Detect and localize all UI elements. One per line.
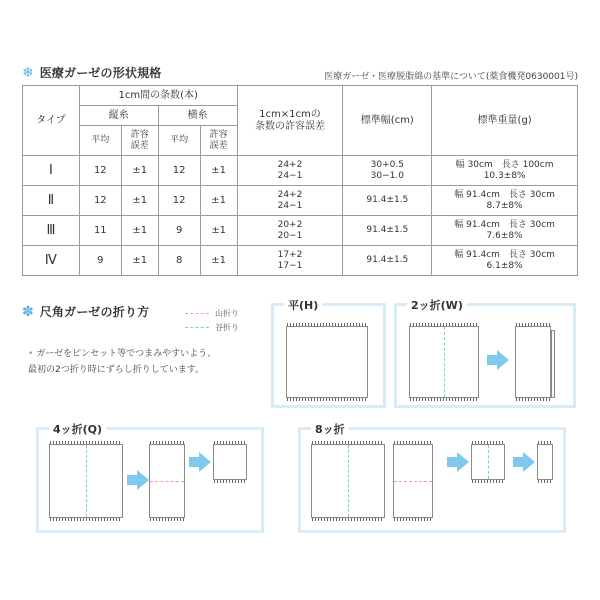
arrow-icon [447,452,469,472]
flower-icon: ✽ [22,303,34,320]
panel-flat-label: 平(H) [284,297,322,313]
valley-fold-line [348,445,349,517]
gauze-four-step2 [149,444,185,518]
cell-warp-tol: ±1 [121,156,158,186]
cell-weight [432,216,578,246]
cell-permissible-lower: 24−1 [277,200,303,211]
gauze-eight-step1 [311,444,385,518]
header-weft-tolerance [200,126,237,156]
cell-warp-tol: ±1 [121,186,158,216]
fold-note-text1: ガーゼをピンセット等でつまみやすいよう、 [36,349,217,359]
cell-permissible [237,246,343,276]
spec-section-heading [22,64,162,81]
cell-permissible-lower: 17−1 [277,260,303,271]
header-permissible [237,86,343,156]
header-permissible-line1: 1cm×1cmの [259,108,321,120]
cell-width: 91.4±1.5 [343,246,432,276]
cell-permissible-upper: 24+2 [277,189,303,200]
gauze-eight-step4 [537,444,553,480]
header-permissible-line2: 条数の許容誤差 [254,120,325,132]
cell-warp-avg: 11 [79,216,121,246]
spec-section-title: 医療ガーゼの形状規格 [39,66,162,80]
gauze-flat [286,326,368,398]
header-warp-tolerance [121,126,158,156]
header-tolerance-line1: 許容 [209,129,228,140]
cell-warp-avg: 12 [79,186,121,216]
cell-width: 91.4±1.5 [343,216,432,246]
panel-flat [271,299,386,408]
cell-permissible-upper: 24+2 [277,159,303,170]
arrow-icon [127,470,149,490]
cell-warp-avg: 12 [79,156,121,186]
arrow-icon [487,350,509,370]
cell-weft-avg: 8 [158,246,200,276]
regulation-note: 医療ガーゼ・医療脱脂綿の基準について(薬食機発0630001号) [324,72,578,82]
fold-note [28,347,216,379]
cell-weft-tol: ±1 [200,246,237,276]
mountain-fold-line [150,481,184,482]
arrow-icon [189,452,211,472]
cell-weft-avg: 12 [158,156,200,186]
cell-weight-size: 幅 91.4cm 長さ 30cm [454,219,555,230]
cell-weight-value: 10.3±8% [483,170,526,181]
cell-permissible-lower: 20−1 [277,230,303,241]
gauze-four-step3 [213,444,247,480]
header-weight: 標準重量(g) [432,86,578,156]
header-weft-avg: 平均 [158,126,200,156]
mountain-fold-line [394,481,432,482]
fold-note-line1 [28,347,216,363]
valley-fold-line [185,327,209,328]
gauze-four-step1 [49,444,123,518]
gauze-two-unfolded [409,326,479,398]
fold-section-heading [22,303,149,320]
cell-permissible [237,186,343,216]
cell-warp-tol: ±1 [121,216,158,246]
cell-permissible [237,156,343,186]
cell-width-upper: 30+0.5 [370,159,404,170]
cell-permissible-upper: 20+2 [277,219,303,230]
cell-weight-value: 7.6±8% [486,230,523,241]
cell-weight-size: 幅 91.4cm 長さ 30cm [454,189,555,200]
mountain-fold-line [185,313,209,314]
cell-weight [432,246,578,276]
table-row [23,246,578,276]
gauze-two-offset-layer [551,330,555,398]
header-warp: 縦糸 [79,106,158,126]
fold-legend [185,306,239,334]
panel-two-fold [394,299,576,408]
gauze-eight-step3 [471,444,505,480]
cell-weft-avg: 9 [158,216,200,246]
panel-eight-fold-label: 8ッ折 [311,421,349,437]
spec-table [22,85,578,276]
header-type: タイプ [23,86,80,156]
panel-two-fold-label: 2ッ折(W) [407,297,467,313]
cell-weft-tol: ±1 [200,186,237,216]
cell-type: Ⅰ [23,156,80,186]
gauze-eight-step2 [393,444,433,518]
cell-permissible-upper: 17+2 [277,249,303,260]
snowflake-icon: ❄ [22,64,34,81]
cell-weight [432,186,578,216]
legend-valley [185,320,239,334]
table-row [23,156,578,186]
cell-warp-tol: ±1 [121,246,158,276]
header-weft: 横糸 [158,106,237,126]
panel-four-fold [36,423,264,533]
valley-fold-line [86,445,87,517]
header-width: 標準幅(cm) [343,86,432,156]
cell-weight-value: 6.1±8% [486,260,523,271]
header-tolerance-line2: 誤差 [209,140,228,151]
cell-weft-tol: ±1 [200,216,237,246]
cell-weight-value: 8.7±8% [486,200,523,211]
cell-permissible-lower: 24−1 [277,170,303,181]
cell-weft-avg: 12 [158,186,200,216]
cell-warp-avg: 9 [79,246,121,276]
cell-width [343,156,432,186]
cell-weft-tol: ±1 [200,156,237,186]
cell-weight-size: 幅 30cm 長さ 100cm [455,159,554,170]
cell-type: Ⅳ [23,246,80,276]
cell-width: 91.4±1.5 [343,186,432,216]
header-tolerance-line1: 許容 [130,129,149,140]
valley-fold-line [488,445,489,479]
panel-eight-fold [298,423,566,533]
header-count-group: 1cm間の条数(本) [79,86,237,106]
panel-four-fold-label: 4ッ折(Q) [49,421,106,437]
fold-note-line2: 最初の2つ折り時にずらし折りしています。 [28,364,205,375]
cell-weight-size: 幅 91.4cm 長さ 30cm [454,249,555,260]
header-tolerance-line2: 誤差 [130,140,149,151]
gauze-two-folded [515,326,551,398]
cell-type: Ⅲ [23,216,80,246]
fold-section-title: 尺角ガーゼの折り方 [39,305,150,319]
header-warp-avg: 平均 [79,126,121,156]
legend-valley-label: 谷折り [215,322,239,332]
arrow-icon [513,452,535,472]
cell-weight [432,156,578,186]
cell-width-lower: 30−1.0 [370,170,404,181]
valley-fold-line [444,327,445,397]
legend-mountain-label: 山折り [215,308,239,318]
table-row [23,216,578,246]
bullet-icon: • [28,349,34,359]
cell-permissible [237,216,343,246]
table-row [23,186,578,216]
cell-type: Ⅱ [23,186,80,216]
legend-mountain [185,306,239,320]
